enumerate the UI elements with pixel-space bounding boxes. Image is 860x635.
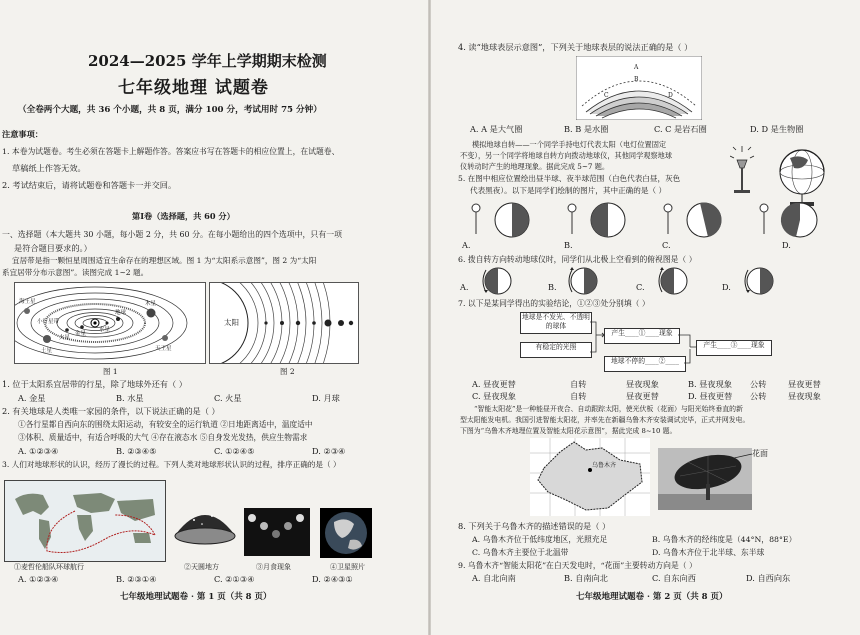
question-6: 6. 拨自转方向转动地球仪时，同学们从北极上空看到的俯视图是（ ）	[458, 255, 697, 264]
q2-statement-2: ③体积、质量适中，有适合呼吸的大气 ④存在液态水 ⑤自身发光发热，供应生物需求	[18, 433, 308, 442]
map-drawing	[530, 438, 650, 516]
q3-option-d[interactable]: D. ②④③①	[312, 574, 353, 584]
planet-label-saturn: 土星	[41, 348, 53, 354]
section-1-title: 第Ⅰ卷（选择题，共 60 分）	[132, 211, 235, 221]
label-asteroid-belt: 小行星带	[37, 319, 60, 325]
lunar-eclipse-image	[244, 508, 310, 556]
q1-option-c[interactable]: C. 火星	[214, 393, 242, 403]
layer-label-c: C	[604, 92, 609, 99]
flow-box-produce-1: 产生____①____现象	[604, 328, 680, 344]
q5-option-b[interactable]: B.	[564, 240, 573, 250]
flow-box-earth-motion: 地球不停的____②____	[604, 356, 686, 372]
planet-label-uranus: 天王星	[155, 346, 172, 352]
earth-photo-drawing	[320, 508, 372, 558]
q2-option-a[interactable]: A. ①②③④	[18, 446, 59, 456]
question-5: 5. 在图中相应位置绘出昼半球、夜半球范围（白色代表白昼，灰色	[458, 174, 681, 183]
notice-heading: 注意事项：	[2, 129, 43, 139]
figure-2-label: 图 2	[280, 367, 295, 376]
planet-label-jupiter: 木星	[145, 301, 157, 307]
flow-arrows	[590, 312, 700, 374]
notice-1-cont: 草稿纸上作答无效。	[12, 163, 86, 173]
urumqi-label: 乌鲁木齐	[592, 462, 617, 469]
page-2	[430, 0, 860, 635]
q2-option-d[interactable]: D. ②③④	[312, 446, 346, 456]
context-1: 宜居带是指一颗恒星周围适宜生命存在的理想区域。图 1 为“太阳系示意图”，图 2 为“太阳	[12, 256, 317, 265]
q5-option-a[interactable]: A.	[462, 240, 471, 250]
q7-option-d-2: 公转	[750, 391, 767, 401]
q4-option-d[interactable]: D. D 是生物圈	[750, 124, 804, 134]
context-8-line-3: 下图为“乌鲁木齐地理位置及智能太阳花示意图”，据此完成 8~10 题。	[460, 427, 677, 435]
figure-1-solar-system	[14, 282, 206, 364]
q3-option-c[interactable]: C. ②①③④	[214, 574, 255, 584]
q7-option-a-3: 昼夜现象	[626, 379, 659, 389]
experiment-intro-3: 仪转动时产生的地理现象。据此完成 5~7 题。	[460, 162, 610, 171]
q6-option-d[interactable]: D.	[722, 282, 731, 292]
q9-option-b[interactable]: B. 自南向北	[564, 573, 608, 583]
question-4: 4. 读“地球表层示意图”，下列关于地球表层的说法正确的是（ ）	[458, 42, 693, 52]
earth-layers-drawing	[576, 56, 702, 120]
q2-statement-1: ①各行星都自西向东的围绕太阳运动，有较安全的运行轨道 ②日地距离适中，温度适中	[18, 420, 313, 429]
q8-option-c[interactable]: C. 乌鲁木齐主要位于北温带	[472, 548, 569, 557]
satellite-earth-image	[320, 508, 372, 558]
layer-label-b: B	[634, 76, 639, 83]
q3-option-a[interactable]: A. ①②③④	[18, 574, 59, 584]
question-2: 2. 有关地球是人类唯一家园的条件，以下说法正确的是（ ）	[2, 406, 220, 416]
q6-figure-d	[745, 268, 773, 294]
q1-option-b[interactable]: B. 水星	[116, 393, 144, 403]
q2-option-c[interactable]: C. ①②④⑤	[214, 446, 255, 456]
dome-drawing	[172, 500, 238, 554]
sun-label: 太阳	[224, 318, 239, 327]
experiment-intro-1: 模拟地球自转——一个同学手持电灯代表太阳（电灯位置固定	[472, 140, 667, 149]
q6-option-figures	[464, 266, 784, 296]
q6-option-a[interactable]: A.	[460, 282, 469, 292]
exam-main-title: 七年级地理 试题卷	[118, 78, 269, 98]
q1-option-a[interactable]: A. 金星	[18, 393, 46, 403]
q4-option-a[interactable]: A. A 是大气圈	[470, 124, 523, 134]
q8-option-b[interactable]: B. 乌鲁木齐的经纬度是（44°N，88°E）	[652, 535, 797, 544]
q7-option-c-3: 昼夜更替	[626, 391, 659, 401]
q5-option-c[interactable]: C.	[662, 240, 671, 250]
question-8: 8. 下列关于乌鲁木齐的描述错误的是（ ）	[458, 521, 611, 531]
q4-option-c[interactable]: C. C 是岩石圈	[654, 124, 707, 134]
figure-2-habitable-zone	[209, 282, 359, 364]
voyage-map-drawing	[5, 481, 165, 561]
flower-face-label: 花面	[752, 449, 768, 458]
round-sky-square-earth-image	[172, 500, 238, 554]
planet-label-neptune: 海王星	[19, 299, 36, 305]
context-8-line-2: 型太阳能发电机。我国引进智能太阳花，并率先在新疆乌鲁木齐安装调试完毕，正式并网发电。	[460, 416, 750, 424]
q6-figure-c	[659, 267, 687, 294]
context-8-line-1: “智能太阳花”是一种能昼开夜合、自动跟踪太阳，使光伏板（花面）与阳光始终垂直的新	[474, 405, 743, 413]
q7-option-c-1[interactable]: C. 昼夜现象	[472, 391, 516, 401]
q3-option-b[interactable]: B. ②③①④	[116, 574, 157, 584]
q6-figure-b	[569, 267, 597, 294]
q7-option-d-1[interactable]: D. 昼夜更替	[688, 391, 733, 401]
q6-option-c[interactable]: C.	[636, 282, 645, 292]
question-5-cont: 代表黑夜）。以下是同学们绘制的图片，其中正确的是（ ）	[470, 186, 667, 195]
experiment-intro-2: 不变），另一个同学将地球自转方向拨动地球仪，其他同学观察地球	[460, 151, 673, 160]
q9-option-a[interactable]: A. 自北向南	[472, 573, 516, 583]
planet-label-mars: 火星	[59, 335, 71, 341]
question-1: 1. 位于太阳系宜居带的行星，除了地球外还有（ ）	[2, 379, 187, 389]
question-3: 3. 人们对地球形状的认识，经历了漫长的过程。下列人类对地球形状认识的过程，排序正确的是（ ）	[2, 460, 341, 469]
layer-label-d: D	[668, 92, 673, 99]
context-1-cont: 系宜居带分布示意图”。读图完成 1~2 题。	[2, 268, 149, 277]
flow-box-opaque-sphere: 地球是不发光、不透明的球体	[520, 312, 592, 334]
q7-option-b-3: 昼夜更替	[788, 379, 821, 389]
xinjiang-location-map	[530, 438, 650, 516]
q7-option-c-2: 自转	[570, 391, 587, 401]
page-1-footer: 七年级地理试题卷 · 第 1 页（共 8 页）	[120, 592, 272, 602]
q5-figure-c	[664, 203, 721, 237]
q6-option-b[interactable]: B.	[548, 282, 557, 292]
flow-box-produce-3: 产生____③____现象	[696, 340, 772, 356]
q5-figure-b	[568, 203, 625, 237]
earth-surface-diagram	[576, 56, 702, 120]
q1-option-d[interactable]: D. 月球	[312, 393, 340, 403]
choice-intro-cont: 是符合题目要求的。）	[14, 243, 92, 253]
exam-subtitle: （全卷两个大题，共 36 个小题，共 8 页，满分 100 分，考试用时 75 分钟）	[18, 105, 322, 115]
q9-option-c[interactable]: C. 自东向西	[652, 573, 696, 583]
q5-figure-a	[472, 203, 529, 237]
world-map-voyage-image	[4, 480, 166, 562]
flow-box-stable-light: 有稳定的光照	[520, 342, 592, 358]
q6-figure-a	[483, 268, 511, 294]
callout-pointer	[734, 452, 752, 460]
planet-label-earth: 地球	[115, 310, 127, 316]
planet-label-mercury: 水星	[99, 327, 111, 333]
q9-option-d[interactable]: D. 自西向东	[746, 573, 791, 583]
q2-option-b[interactable]: B. ②③④⑤	[116, 446, 157, 456]
figure-1-label: 图 1	[103, 367, 118, 376]
q8-option-a[interactable]: A. 乌鲁木齐位于低纬度地区，光照充足	[472, 535, 608, 544]
notice-1: 1. 本卷为试题卷。考生必须在答题卡上解题作答。答案应书写在答题卡的相应位置上，在试题卷、	[2, 147, 340, 156]
q3-caption-2: ②天圆地方	[184, 563, 219, 571]
q7-option-a-1[interactable]: A. 昼夜更替	[472, 379, 516, 389]
q4-option-b[interactable]: B. B 是水圈	[564, 124, 609, 134]
question-9: 9. 乌鲁木齐“智能太阳花”在白天发电时，“花面”主要转动方向是（ ）	[458, 561, 697, 570]
q3-caption-3: ③月食现象	[256, 563, 291, 571]
exam-year-title: 2024—2025 学年上学期期末检测	[88, 52, 327, 70]
q7-option-a-2: 自转	[570, 379, 587, 389]
q3-caption-4: ④卫星照片	[330, 563, 365, 571]
q5-figure-d	[760, 203, 817, 237]
notice-2: 2. 考试结束后，请将试题卷和答题卡一并交回。	[2, 180, 177, 190]
eclipse-phases-drawing	[244, 508, 310, 556]
q7-option-b-2: 公转	[750, 379, 767, 389]
planet-label-venus: 金星	[75, 331, 87, 337]
layer-label-a: A	[634, 64, 639, 71]
q7-option-d-3: 昼夜现象	[788, 391, 821, 401]
page-2-footer: 七年级地理试题卷 · 第 2 页（共 8 页）	[576, 592, 728, 602]
q3-caption-1: ①麦哲伦船队环球航行	[14, 563, 84, 571]
q5-option-d[interactable]: D.	[782, 240, 791, 250]
question-7: 7. 以下是某同学得出的实验结论，①②③处分别填（ ）	[458, 299, 650, 308]
choice-intro: 一、选择题（本大题共 30 小题，每小题 2 分，共 60 分。在每小题给出的四个选项中，只有一项	[2, 230, 342, 239]
q8-option-d[interactable]: D. 乌鲁木齐位于北半球、东半球	[652, 548, 765, 557]
q7-option-b-1[interactable]: B. 昼夜现象	[688, 379, 732, 389]
